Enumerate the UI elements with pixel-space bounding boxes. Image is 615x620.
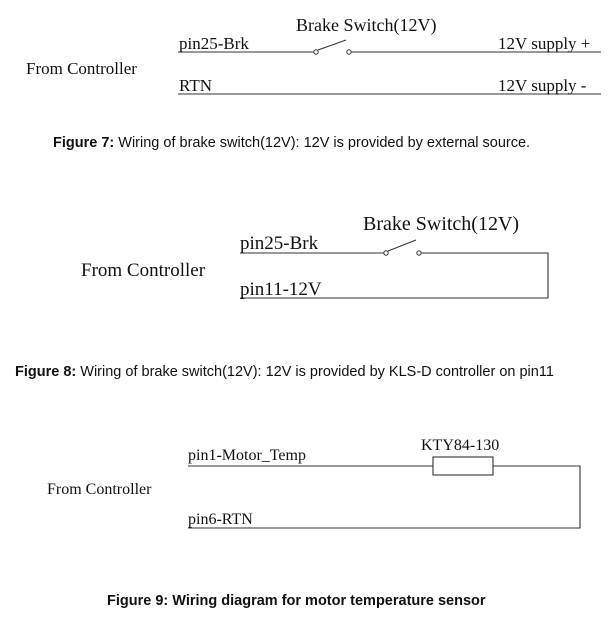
fig8-wire-bottom-left-label: pin11-12V <box>240 279 322 300</box>
fig7-switch-contact-right <box>347 50 351 54</box>
fig7-switch-label: Brake Switch(12V) <box>296 15 437 35</box>
fig7-switch-contact-left <box>314 50 318 54</box>
fig9-caption: Figure 9: Wiring diagram for motor temperature sensor <box>107 593 486 609</box>
fig7-caption-prefix: Figure 7: <box>53 135 115 151</box>
fig7-caption <box>53 135 530 151</box>
fig8-switch-contact-right <box>417 251 421 255</box>
fig7-wire-bottom-left-label: RTN <box>179 76 212 95</box>
fig8-switch-label: Brake Switch(12V) <box>363 213 520 235</box>
fig7-caption-text: Wiring of brake switch(12V): 12V is provided by external source. <box>114 135 531 151</box>
fig7-wire-top-left-label: pin25-Brk <box>179 34 249 53</box>
fig9-wire-top-left-label: pin1-Motor_Temp <box>188 447 306 464</box>
fig7-switch-lever <box>318 40 346 50</box>
fig8-caption-text: Wiring of brake switch(12V): 12V is provided by KLS-D controller on pin11 <box>76 364 554 380</box>
fig9-wire-bottom-left-label: pin6-RTN <box>188 511 253 528</box>
fig8-switch-contact-left <box>384 251 388 255</box>
fig9-resistor <box>433 457 493 475</box>
fig8-source-label: From Controller <box>81 260 206 281</box>
fig9-source-label: From Controller <box>47 481 152 498</box>
fig8-caption <box>15 364 554 380</box>
fig8-wire-top-left-label: pin25-Brk <box>240 233 319 254</box>
fig7-wire-top-right-label: 12V supply + <box>498 34 591 53</box>
fig7-wire-bottom-right-label: 12V supply - <box>498 76 587 95</box>
fig8-switch-lever <box>388 240 416 251</box>
fig8-caption-prefix: Figure 8: <box>15 364 77 380</box>
fig7-source-label: From Controller <box>26 59 137 78</box>
fig9-component-label: KTY84-130 <box>421 437 500 454</box>
